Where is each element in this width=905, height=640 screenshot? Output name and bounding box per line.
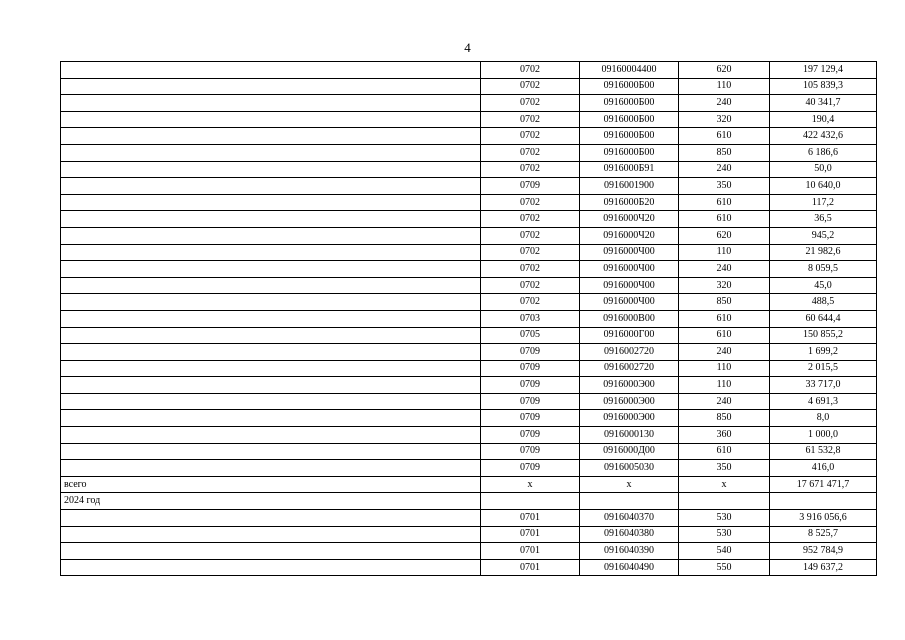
amount-cell: 149 637,2 xyxy=(770,559,877,576)
amount-cell: 416,0 xyxy=(770,460,877,477)
row-name-cell: 2024 год xyxy=(61,493,481,510)
target-article-code-cell: 0916000Д00 xyxy=(580,443,679,460)
row-name-cell xyxy=(61,377,481,394)
table-row xyxy=(61,410,877,427)
target-article-code-cell: 0916000Б00 xyxy=(580,128,679,145)
section-code-cell: 0709 xyxy=(481,393,580,410)
amount-cell: 17 671 471,7 xyxy=(770,476,877,493)
amount-cell: 21 982,6 xyxy=(770,244,877,261)
target-article-code-cell: 0916000Б00 xyxy=(580,78,679,95)
row-name-cell xyxy=(61,62,481,79)
row-name-cell xyxy=(61,244,481,261)
expense-type-code-cell: х xyxy=(679,476,770,493)
expense-type-code-cell: 320 xyxy=(679,277,770,294)
section-code-cell: 0702 xyxy=(481,277,580,294)
expense-type-code-cell: 850 xyxy=(679,410,770,427)
section-code-cell: 0709 xyxy=(481,427,580,444)
table-row xyxy=(61,294,877,311)
expense-type-code-cell: 550 xyxy=(679,559,770,576)
table-row xyxy=(61,344,877,361)
row-name-cell xyxy=(61,261,481,278)
row-name-cell xyxy=(61,310,481,327)
amount-cell xyxy=(770,493,877,510)
target-article-code-cell: 0916000Э00 xyxy=(580,393,679,410)
expense-type-code-cell: 110 xyxy=(679,377,770,394)
expense-type-code-cell: 240 xyxy=(679,393,770,410)
amount-cell: 36,5 xyxy=(770,211,877,228)
row-name-cell xyxy=(61,144,481,161)
target-article-code-cell: 0916040490 xyxy=(580,559,679,576)
amount-cell: 61 532,8 xyxy=(770,443,877,460)
table-row xyxy=(61,443,877,460)
amount-cell: 45,0 xyxy=(770,277,877,294)
table-row xyxy=(61,144,877,161)
target-article-code-cell: 0916000Ч00 xyxy=(580,244,679,261)
section-code-cell xyxy=(481,493,580,510)
section-code-cell: 0709 xyxy=(481,178,580,195)
section-code-cell: 0709 xyxy=(481,443,580,460)
amount-cell: 1 699,2 xyxy=(770,344,877,361)
table-row xyxy=(61,476,877,493)
section-code-cell: 0702 xyxy=(481,194,580,211)
row-name-cell xyxy=(61,510,481,527)
amount-cell: 2 015,5 xyxy=(770,360,877,377)
row-name-cell xyxy=(61,95,481,112)
section-code-cell: 0709 xyxy=(481,360,580,377)
expense-type-code-cell: 240 xyxy=(679,261,770,278)
section-code-cell: 0702 xyxy=(481,78,580,95)
section-code-cell: 0709 xyxy=(481,377,580,394)
target-article-code-cell xyxy=(580,493,679,510)
target-article-code-cell: 0916000Г00 xyxy=(580,327,679,344)
expense-type-code-cell: 110 xyxy=(679,360,770,377)
target-article-code-cell: 0916000Э00 xyxy=(580,377,679,394)
expense-type-code-cell xyxy=(679,493,770,510)
table-row xyxy=(61,310,877,327)
expense-type-code-cell: 610 xyxy=(679,128,770,145)
target-article-code-cell: 0916000Ч00 xyxy=(580,261,679,278)
amount-cell: 952 784,9 xyxy=(770,543,877,560)
section-code-cell: 0702 xyxy=(481,161,580,178)
section-code-cell: 0702 xyxy=(481,144,580,161)
target-article-code-cell: 0916040370 xyxy=(580,510,679,527)
section-code-cell: 0701 xyxy=(481,526,580,543)
amount-cell: 33 717,0 xyxy=(770,377,877,394)
section-code-cell: 0701 xyxy=(481,543,580,560)
section-code-cell: 0702 xyxy=(481,227,580,244)
row-name-cell xyxy=(61,427,481,444)
expense-type-code-cell: 850 xyxy=(679,144,770,161)
section-code-cell: 0702 xyxy=(481,62,580,79)
target-article-code-cell: 09160004400 xyxy=(580,62,679,79)
expense-type-code-cell: 240 xyxy=(679,344,770,361)
table-row xyxy=(61,526,877,543)
row-name-cell xyxy=(61,460,481,477)
expense-type-code-cell: 610 xyxy=(679,327,770,344)
amount-cell: 945,2 xyxy=(770,227,877,244)
table-row xyxy=(61,543,877,560)
row-name-cell: всего xyxy=(61,476,481,493)
section-code-cell: х xyxy=(481,476,580,493)
amount-cell: 422 432,6 xyxy=(770,128,877,145)
table-row xyxy=(61,360,877,377)
target-article-code-cell: 0916000Ч20 xyxy=(580,227,679,244)
row-name-cell xyxy=(61,111,481,128)
table-body xyxy=(61,62,877,576)
amount-cell: 190,4 xyxy=(770,111,877,128)
table-row xyxy=(61,78,877,95)
table-row xyxy=(61,460,877,477)
amount-cell: 40 341,7 xyxy=(770,95,877,112)
amount-cell: 8 525,7 xyxy=(770,526,877,543)
row-name-cell xyxy=(61,211,481,228)
row-name-cell xyxy=(61,443,481,460)
section-code-cell: 0709 xyxy=(481,410,580,427)
amount-cell: 117,2 xyxy=(770,194,877,211)
target-article-code-cell: 0916000Б20 xyxy=(580,194,679,211)
expense-type-code-cell: 110 xyxy=(679,244,770,261)
amount-cell: 3 916 056,6 xyxy=(770,510,877,527)
amount-cell: 4 691,3 xyxy=(770,393,877,410)
amount-cell: 10 640,0 xyxy=(770,178,877,195)
table-row xyxy=(61,261,877,278)
amount-cell: 1 000,0 xyxy=(770,427,877,444)
section-code-cell: 0702 xyxy=(481,95,580,112)
section-code-cell: 0702 xyxy=(481,294,580,311)
amount-cell: 105 839,3 xyxy=(770,78,877,95)
amount-cell: 8,0 xyxy=(770,410,877,427)
table-row xyxy=(61,244,877,261)
section-code-cell: 0702 xyxy=(481,211,580,228)
section-code-cell: 0702 xyxy=(481,244,580,261)
table-row xyxy=(61,62,877,79)
amount-cell: 8 059,5 xyxy=(770,261,877,278)
table-row xyxy=(61,178,877,195)
table-row xyxy=(61,393,877,410)
table-row xyxy=(61,95,877,112)
table-row xyxy=(61,493,877,510)
row-name-cell xyxy=(61,294,481,311)
target-article-code-cell: 0916000Б00 xyxy=(580,144,679,161)
row-name-cell xyxy=(61,410,481,427)
row-name-cell xyxy=(61,344,481,361)
expense-type-code-cell: 610 xyxy=(679,310,770,327)
expense-type-code-cell: 620 xyxy=(679,62,770,79)
expense-type-code-cell: 350 xyxy=(679,460,770,477)
table-row xyxy=(61,427,877,444)
target-article-code-cell: 0916000В00 xyxy=(580,310,679,327)
row-name-cell xyxy=(61,178,481,195)
expense-type-code-cell: 620 xyxy=(679,227,770,244)
target-article-code-cell: 0916040380 xyxy=(580,526,679,543)
section-code-cell: 0709 xyxy=(481,460,580,477)
row-name-cell xyxy=(61,327,481,344)
budget-table xyxy=(60,61,877,576)
amount-cell: 60 644,4 xyxy=(770,310,877,327)
page-number: 4 xyxy=(464,40,471,55)
row-name-cell xyxy=(61,194,481,211)
row-name-cell xyxy=(61,559,481,576)
table-row xyxy=(61,559,877,576)
target-article-code-cell: 0916000Б91 xyxy=(580,161,679,178)
row-name-cell xyxy=(61,543,481,560)
section-code-cell: 0701 xyxy=(481,510,580,527)
amount-cell: 197 129,4 xyxy=(770,62,877,79)
row-name-cell xyxy=(61,227,481,244)
target-article-code-cell: 0916000Ч00 xyxy=(580,294,679,311)
table-row xyxy=(61,128,877,145)
table-row xyxy=(61,161,877,178)
target-article-code-cell: 0916002720 xyxy=(580,360,679,377)
table-row xyxy=(61,277,877,294)
row-name-cell xyxy=(61,161,481,178)
amount-cell: 150 855,2 xyxy=(770,327,877,344)
expense-type-code-cell: 530 xyxy=(679,526,770,543)
target-article-code-cell: 0916005030 xyxy=(580,460,679,477)
row-name-cell xyxy=(61,78,481,95)
expense-type-code-cell: 850 xyxy=(679,294,770,311)
target-article-code-cell: 0916040390 xyxy=(580,543,679,560)
row-name-cell xyxy=(61,277,481,294)
expense-type-code-cell: 360 xyxy=(679,427,770,444)
section-code-cell: 0709 xyxy=(481,344,580,361)
section-code-cell: 0703 xyxy=(481,310,580,327)
table-row xyxy=(61,227,877,244)
expense-type-code-cell: 110 xyxy=(679,78,770,95)
target-article-code-cell: 0916000Ч20 xyxy=(580,211,679,228)
section-code-cell: 0702 xyxy=(481,111,580,128)
row-name-cell xyxy=(61,360,481,377)
expense-type-code-cell: 320 xyxy=(679,111,770,128)
target-article-code-cell: 0916002720 xyxy=(580,344,679,361)
expense-type-code-cell: 610 xyxy=(679,211,770,228)
target-article-code-cell: 0916000Э00 xyxy=(580,410,679,427)
expense-type-code-cell: 240 xyxy=(679,95,770,112)
expense-type-code-cell: 610 xyxy=(679,443,770,460)
target-article-code-cell: 0916000Ч00 xyxy=(580,277,679,294)
target-article-code-cell: х xyxy=(580,476,679,493)
target-article-code-cell: 0916000130 xyxy=(580,427,679,444)
row-name-cell xyxy=(61,393,481,410)
target-article-code-cell: 0916000Б00 xyxy=(580,95,679,112)
expense-type-code-cell: 240 xyxy=(679,161,770,178)
row-name-cell xyxy=(61,526,481,543)
table-row xyxy=(61,327,877,344)
section-code-cell: 0705 xyxy=(481,327,580,344)
section-code-cell: 0701 xyxy=(481,559,580,576)
amount-cell: 6 186,6 xyxy=(770,144,877,161)
section-code-cell: 0702 xyxy=(481,261,580,278)
amount-cell: 488,5 xyxy=(770,294,877,311)
table-row xyxy=(61,377,877,394)
target-article-code-cell: 0916000Б00 xyxy=(580,111,679,128)
amount-cell: 50,0 xyxy=(770,161,877,178)
target-article-code-cell: 0916001900 xyxy=(580,178,679,195)
section-code-cell: 0702 xyxy=(481,128,580,145)
row-name-cell xyxy=(61,128,481,145)
expense-type-code-cell: 530 xyxy=(679,510,770,527)
expense-type-code-cell: 540 xyxy=(679,543,770,560)
table-row xyxy=(61,194,877,211)
table-row xyxy=(61,510,877,527)
table-row xyxy=(61,211,877,228)
expense-type-code-cell: 350 xyxy=(679,178,770,195)
expense-type-code-cell: 610 xyxy=(679,194,770,211)
table-row xyxy=(61,111,877,128)
